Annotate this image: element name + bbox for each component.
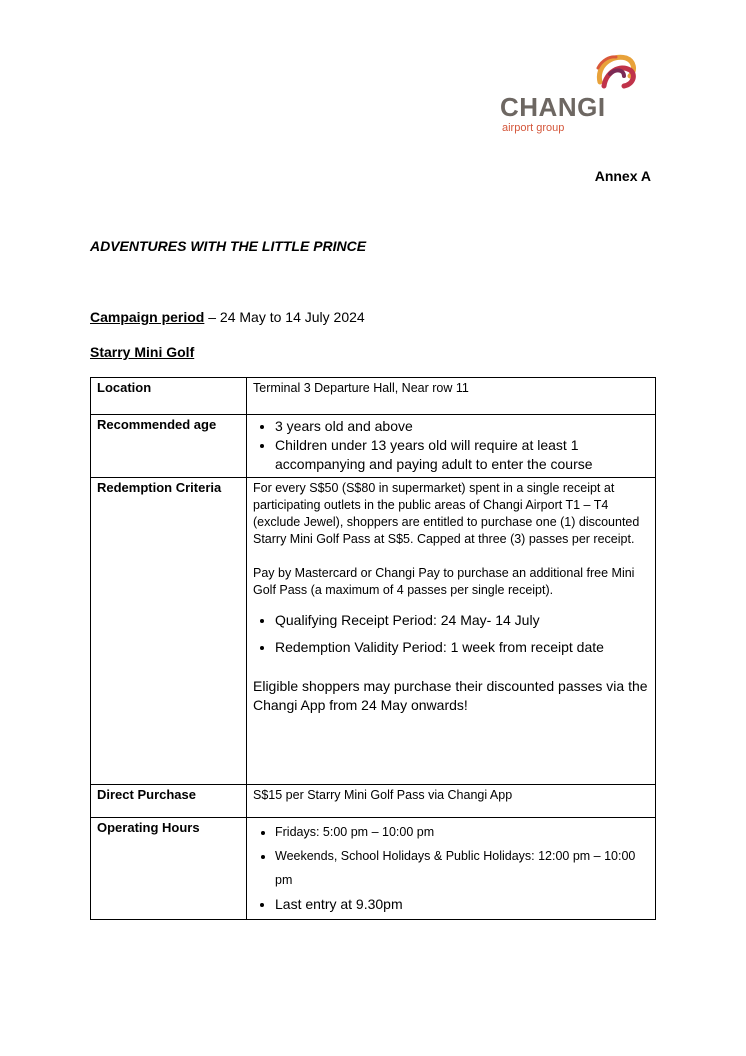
location-text: Terminal 3 Departure Hall, Near row 11 (253, 381, 469, 395)
table-row (91, 785, 656, 818)
table-row (91, 378, 656, 415)
list-item: • Redemption Validity Period: 1 week from receipt date (275, 638, 649, 657)
campaign-period (90, 309, 365, 325)
list-item: • 3 years old and above (275, 417, 649, 436)
info-table (90, 377, 656, 920)
section-heading: Starry Mini Golf (90, 344, 195, 360)
document-title: ADVENTURES WITH THE LITTLE PRINCE (90, 238, 367, 254)
logo-wordmark: CHANGI (500, 92, 606, 122)
redemption-label: Redemption Criteria (91, 478, 247, 785)
table-row (91, 415, 656, 478)
list-item: • Children under 13 years old will require at least 1 accompanying and paying adult to enter the course (275, 436, 649, 474)
redemption-paragraph: For every S$50 (S$80 in supermarket) spent in a single receipt at participating outlets in the public areas of Changi Airport T1 – T4 (exclude Jewel), shoppers are entitled to purchase one (1) discounted Starry Mini Golf Pass at S$5. Capped at three (3) passes per receipt. (253, 481, 640, 546)
campaign-period-label: Campaign period (90, 309, 205, 325)
direct-purchase-value (247, 785, 656, 818)
location-value (247, 378, 656, 415)
age-value (247, 415, 656, 478)
changi-logo (498, 52, 648, 136)
list-item: • Weekends, School Holidays & Public Holidays: 12:00 pm – 10:00 pm (275, 844, 649, 892)
age-list (253, 417, 649, 474)
hours-label: Operating Hours (91, 818, 247, 920)
age-label: Recommended age (91, 415, 247, 478)
hours-list (253, 820, 649, 916)
redemption-value (247, 478, 656, 785)
list-item: • Fridays: 5:00 pm – 10:00 pm (275, 820, 649, 844)
direct-purchase-text: S$15 per Starry Mini Golf Pass via Changi App (253, 788, 513, 802)
changi-swirl-icon (594, 52, 640, 94)
list-item: • Last entry at 9.30pm (275, 892, 649, 916)
direct-purchase-label: Direct Purchase (91, 785, 247, 818)
table-row (91, 478, 656, 785)
annex-label: Annex A (594, 168, 651, 184)
table-row (91, 818, 656, 920)
location-label: Location (91, 378, 247, 415)
redemption-paragraph: Pay by Mastercard or Changi Pay to purchase an additional free Mini Golf Pass (a maximum of 4 passes per single receipt). (253, 566, 635, 597)
hours-value (247, 818, 656, 920)
redemption-paragraph: Eligible shoppers may purchase their discounted passes via the Changi App from 24 May onwards! (253, 678, 648, 713)
redemption-list (253, 611, 649, 657)
campaign-period-value: – 24 May to 14 July 2024 (204, 309, 365, 325)
logo-subtitle: airport group (502, 122, 565, 134)
list-item: • Qualifying Receipt Period: 24 May- 14 July (275, 611, 649, 630)
